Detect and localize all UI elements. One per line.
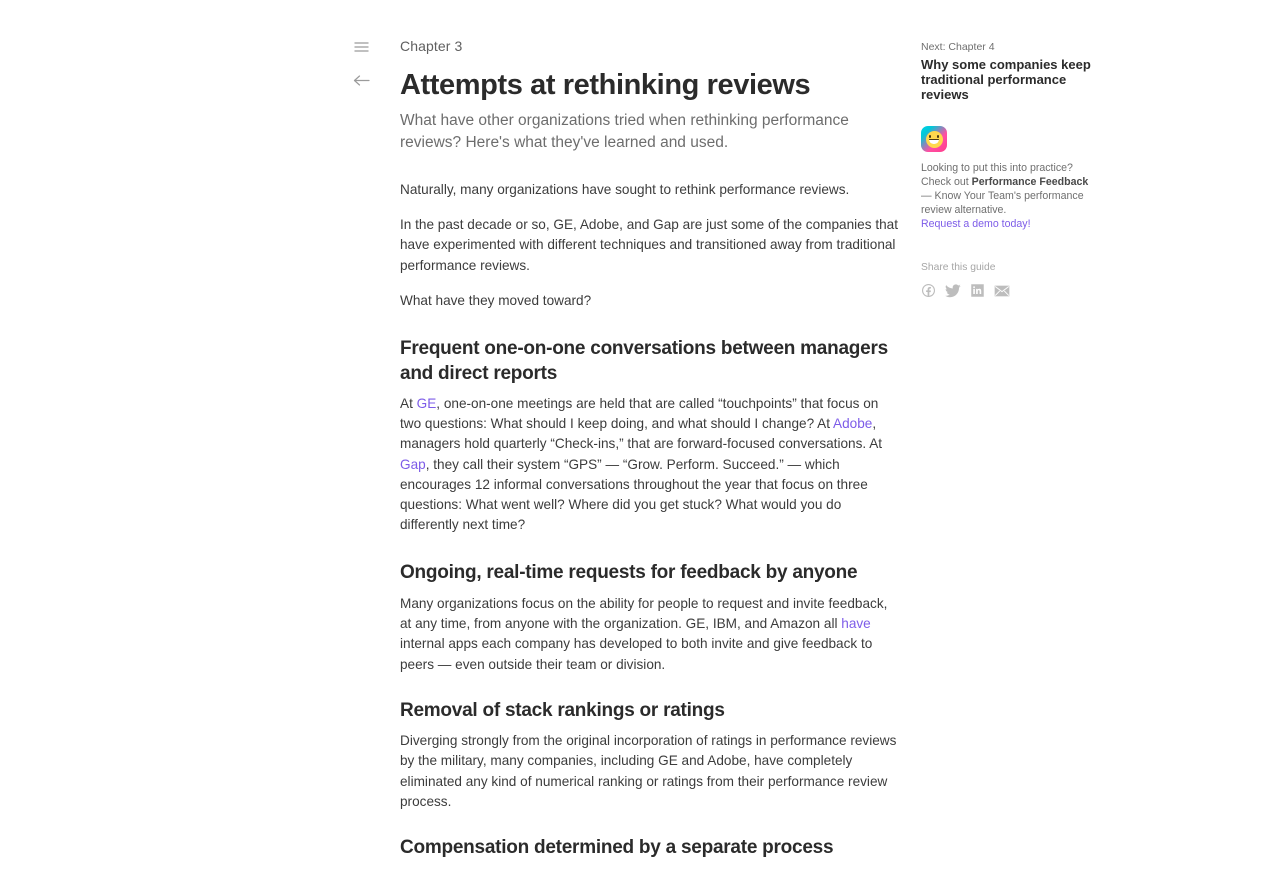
promo-text: [921, 162, 1101, 217]
intro-paragraph-2: In the past decade or so, GE, Adobe, and Gap are just some of the companies that have experimented with different techniques and transitioned away from traditional performance reviews.: [400, 217, 898, 273]
link-have[interactable]: have: [841, 616, 871, 632]
email-icon[interactable]: [994, 285, 1010, 297]
promo-text-b: — Know Your Team's performance review alternative.: [921, 189, 1084, 216]
share-block: [921, 261, 1101, 298]
section-paragraph-2: [400, 594, 898, 675]
section-heading-1: Frequent one-on-one conversations between managers and direct reports: [400, 338, 888, 384]
page-title: Attempts at rethinking reviews: [400, 69, 811, 101]
link-adobe[interactable]: Adobe: [833, 416, 873, 432]
next-chapter-label: Next: Chapter 4: [921, 41, 995, 53]
section-paragraph-3: Diverging strongly from the original incorporation of ratings in performance reviews by the military, many companies, including GE and Adobe, have completely eliminated any kind of numerical ranking or ratings from their performance review process.: [400, 733, 897, 809]
smiley-face: [926, 131, 943, 148]
page-subtitle: What have other organizations tried when rethinking performance reviews? Here's what they've learned and used.: [400, 112, 849, 151]
link-gap[interactable]: Gap: [400, 456, 426, 472]
smiley-mouth: [929, 139, 939, 144]
section-1-text-b: , one-on-one meetings are held that are called “touchpoints” that focus on two questions: What should I keep doing, and what should I change? At: [400, 396, 879, 432]
section-paragraph-1: [400, 394, 898, 535]
next-chapter-block[interactable]: [921, 40, 1101, 102]
promo-product-name: Performance Feedback: [971, 176, 1089, 189]
section-2-text-a: Many organizations focus on the ability for people to request and invite feedback, at any time, from anyone with the organization. GE, IBM, and Amazon all: [400, 595, 888, 632]
chapter-label: Chapter 3: [400, 38, 463, 54]
smiley-app-icon: [921, 126, 947, 152]
smiley-eye-left: [929, 135, 931, 138]
article-body: [400, 180, 898, 861]
hamburger-menu-icon[interactable]: [350, 36, 372, 58]
article-content: [400, 36, 898, 869]
section-2-text-b: internal apps each company has developed to both invite and give feedback to peers — even outside their team or division.: [400, 636, 873, 672]
left-icon-rail: [350, 36, 390, 91]
section-1-text-d: , they call their system “GPS” — “Grow. Perform. Succeed.” — which encourages 12 informal conversations throughout the year that focus on three questions: What went well? Where did you get stuck? What would you do differently next time?: [400, 456, 868, 533]
section-1-text-c: , managers hold quarterly “Check-ins,” that are forward-focused conversations. At: [400, 416, 883, 452]
request-demo-link[interactable]: Request a demo today!: [921, 217, 1031, 230]
promo-text-a: Looking to put this into practice? Check out: [921, 162, 1073, 189]
section-heading-4: Compensation determined by a separate process: [400, 837, 834, 859]
facebook-icon[interactable]: [921, 283, 936, 298]
smiley-eye-right: [937, 135, 939, 138]
intro-paragraph-3: What have they moved toward?: [400, 292, 592, 308]
promo-block: [921, 126, 1101, 231]
sidebar: [921, 40, 1101, 298]
arrow-left-icon[interactable]: [350, 69, 372, 91]
section-heading-3: Removal of stack rankings or ratings: [400, 699, 725, 721]
share-label: Share this guide: [921, 262, 996, 274]
twitter-icon[interactable]: [945, 284, 961, 298]
intro-paragraph-1: Naturally, many organizations have sought to rethink performance reviews.: [400, 182, 850, 197]
link-ge[interactable]: GE: [416, 396, 437, 412]
linkedin-icon[interactable]: [970, 283, 985, 298]
section-1-text-a: At: [400, 396, 417, 412]
share-icon-row: [921, 283, 1101, 298]
next-chapter-title[interactable]: Why some companies keep traditional performance reviews: [921, 57, 1091, 102]
section-heading-2: Ongoing, real-time requests for feedback by anyone: [400, 562, 858, 584]
